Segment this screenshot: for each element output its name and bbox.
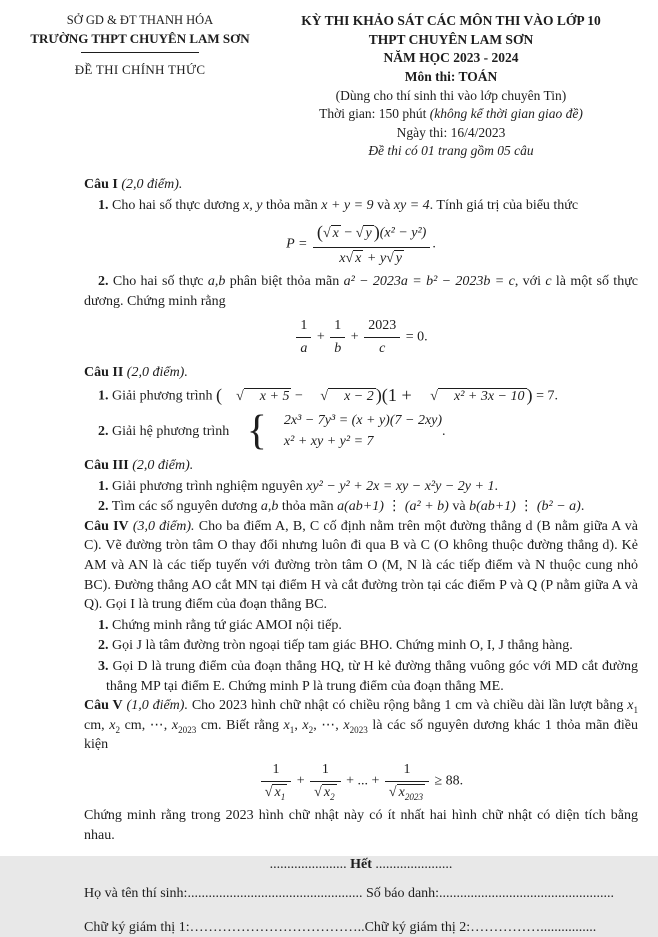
fraction: [364, 316, 400, 358]
fraction-denominator: [385, 782, 429, 803]
exam-title: KỲ THI KHẢO SÁT CÁC MÔN THI VÀO LỚP 10: [301, 13, 601, 28]
question-3-item-2: [84, 497, 638, 517]
radicand: x: [355, 250, 362, 266]
paren: ): [526, 385, 533, 406]
paren: (: [216, 385, 223, 406]
radical: [416, 389, 526, 404]
candidate-name-line: [84, 884, 638, 904]
question-4-item-2: [84, 636, 638, 656]
text-run: Giải phương trình: [108, 388, 217, 404]
question-number: Câu II: [84, 364, 124, 380]
math-run: x: [302, 717, 309, 733]
sqrt-sign: √: [355, 225, 364, 241]
fraction-numerator: 2023: [364, 316, 400, 338]
radical: [323, 226, 341, 241]
item-number: 2.: [98, 499, 109, 515]
text-run: Cho ba điểm A, B, C cố định nằm trên một đường thẳng d (B nằm giữa A và C). Vẽ đường tròn tâm O thay đổi nhưng luôn đi qua B và C (O không thuộc đường thẳng d). Kẻ AM và AN là các tiếp tuyến với đường tròn tâm O (M, N là các tiếp điểm và N thuộc cung nhỏ BC). Đường thẳng AO cắt MN tại điểm H và cắt đường tròn tại các điểm P và Q (P nằm giữa A và Q). Gọi I là trung điểm của đoạn thẳng BC.: [84, 518, 638, 613]
issuing-authority-block: [26, 12, 254, 161]
candidate-name-label: Họ và tên thí sinh:: [84, 885, 188, 901]
page-count-note: Đề thi có 01 trang gồm 05 câu: [368, 143, 534, 159]
text-run: Chứng minh rằng trong 2023 hình chữ nhật này có ít nhất hai hình chữ nhật có diện tích bằng nhau.: [84, 808, 638, 843]
text-run: là các số nguyên dương khác 1 thỏa mãn điều kiện: [84, 717, 639, 753]
fill-in-dots: ……………................: [470, 919, 597, 935]
fraction-numerator: 1: [330, 316, 345, 338]
math-run: xy² − y² + 2x = xy − x²y − 2y + 1: [306, 478, 495, 494]
dots: ......................: [269, 857, 347, 873]
operator: −: [340, 225, 356, 241]
math-run: a² − 2023a = b² − 2023b = c: [343, 274, 515, 290]
text-run: Cho hai số thực: [108, 274, 208, 290]
fraction-numerator: 1: [310, 760, 340, 782]
system-brace: {: [246, 408, 267, 455]
system-equation-2: x² + xy + y² = 7: [283, 434, 374, 450]
question-points: (2,0 điểm).: [126, 364, 188, 380]
duration-line: [254, 105, 648, 124]
inequality-rhs: ≥ 88.: [434, 773, 464, 789]
period: .: [432, 236, 436, 252]
fraction: [310, 760, 340, 802]
sqrt-sign: √: [264, 784, 273, 800]
fraction: [313, 220, 430, 268]
question-number: Câu V: [84, 698, 123, 714]
text-run: Gọi J là tâm đường tròn ngoại tiếp tam giác BHO. Chứng minh O, I, J thẳng hàng.: [108, 638, 573, 654]
question-4-intro: [84, 517, 638, 615]
ellipsis: + ... +: [346, 773, 380, 789]
text-run: và: [448, 499, 470, 515]
department-name: SỞ GD & ĐT THANH HÓA: [66, 13, 214, 27]
duration-text: Thời gian: 150 phút: [319, 106, 430, 122]
math-run: )(1 +: [375, 385, 417, 406]
math-run: a,b: [207, 274, 226, 290]
subscript: 2: [308, 724, 314, 735]
candidate-id-label: Số báo danh:: [362, 885, 440, 901]
radical: [272, 785, 287, 800]
operator: +: [316, 329, 325, 345]
question-4-item-1: [84, 616, 638, 636]
question-5-outro: [84, 806, 638, 845]
text-run: Chứng minh rằng tứ giác AMOI nội tiếp.: [108, 617, 342, 633]
radical: [386, 251, 404, 266]
math-run: x: [109, 717, 116, 733]
fraction-denominator: b: [334, 341, 342, 357]
period: .: [442, 423, 446, 439]
text-run: Tìm các số nguyên dương: [108, 499, 261, 515]
formula-p: [84, 220, 638, 268]
radicand: y: [395, 250, 402, 266]
question-2-heading: [84, 363, 638, 383]
operator: +: [296, 773, 305, 789]
math-run: x: [343, 717, 350, 733]
radicand: [272, 784, 287, 801]
math-run: b(ab+1) ⋮ (b² − a): [469, 499, 581, 515]
exam-title-block: [254, 12, 652, 161]
formula-sum-zero: [84, 316, 638, 358]
math-run: x: [339, 250, 346, 266]
radicand: x − 2: [328, 388, 376, 405]
math-run: xy = 4: [393, 197, 430, 213]
sqrt-sign: √: [314, 784, 322, 800]
paren: (: [316, 222, 323, 243]
school-year: NĂM HỌC 2023 - 2024: [383, 50, 519, 66]
question-points: (3,0 điểm).: [132, 518, 195, 534]
item-number: 2.: [98, 274, 109, 290]
sqrt-sign: √: [320, 388, 329, 404]
item-number: 1.: [98, 478, 109, 494]
question-3-heading: [84, 456, 638, 476]
math-run: x, y: [243, 197, 263, 213]
subscript: 1: [280, 791, 286, 802]
subscript: 2023: [349, 724, 368, 735]
text-run: , với: [514, 274, 546, 290]
exam-date: Ngày thi: 16/4/2023: [396, 124, 506, 140]
text-run: cm,: [84, 717, 110, 733]
end-label: Hết: [350, 857, 372, 873]
radical: [322, 785, 337, 800]
system-rows: [270, 410, 442, 453]
fraction-numerator: 1: [385, 760, 429, 782]
inequality-sum: [84, 760, 638, 802]
question-3-item-1: [84, 477, 638, 497]
radicand: x: [332, 225, 339, 241]
subject-line: Môn thi: TOÁN: [404, 68, 498, 84]
math-run: x: [323, 784, 331, 800]
item-number: 1.: [98, 197, 109, 213]
question-1-item-1: [84, 196, 638, 216]
radical: [356, 226, 374, 241]
question-number: Câu I: [84, 177, 118, 192]
fraction-numerator: 1: [261, 760, 291, 782]
question-1-heading: [84, 175, 638, 195]
fraction-denominator: [313, 248, 430, 269]
text-run: , ⋯,: [313, 717, 344, 733]
fraction: [296, 316, 311, 358]
end-divider: [84, 855, 638, 875]
math-run: (x² − y²): [379, 225, 427, 241]
item-number: 3.: [98, 659, 109, 675]
subscript: 2023: [178, 724, 197, 735]
fraction-numerator: [313, 220, 430, 247]
sqrt-sign: √: [386, 250, 394, 266]
fill-in-dots: ..................................................: [187, 885, 363, 901]
sqrt-sign: √: [388, 784, 397, 800]
math-run: + y: [363, 250, 387, 266]
subscript: 1: [633, 705, 638, 716]
subscript: 1: [289, 724, 295, 735]
question-5-intro: [84, 696, 638, 755]
text-run: ,: [294, 717, 303, 733]
text-run: cm, ⋯,: [119, 717, 172, 733]
document-header: [0, 0, 658, 161]
official-exam-label: ĐỀ THI CHÍNH THỨC: [74, 61, 206, 77]
period: .: [580, 499, 585, 515]
period: .: [494, 478, 498, 494]
math-run: x: [171, 717, 179, 733]
text-run: là một số thực dương. Chứng minh rằng: [84, 274, 638, 309]
question-points: (1,0 điểm).: [126, 698, 188, 714]
fraction: [261, 760, 291, 802]
radical: [397, 785, 425, 800]
text-run: thỏa mãn: [278, 499, 338, 515]
proctor-2-label: Chữ ký giám thị 2:: [364, 919, 471, 935]
radicand: [397, 784, 425, 801]
equation-rhs: = 0.: [405, 329, 428, 345]
sqrt-sign: √: [236, 388, 244, 404]
question-1-item-2: [84, 272, 638, 311]
formula-lhs: P =: [286, 236, 308, 252]
fraction: [385, 760, 429, 802]
audience-note: (Dùng cho thí sinh thi vào lớp chuyên Tin): [335, 87, 567, 103]
sqrt-sign: √: [345, 250, 354, 266]
math-run: x: [627, 698, 634, 714]
text-run: Giải hệ phương trình: [108, 423, 233, 439]
item-number: 1.: [98, 617, 109, 633]
fraction: [330, 316, 345, 358]
question-2-item-2: [84, 410, 638, 453]
paren: ): [373, 222, 380, 243]
text-run: Giải phương trình nghiệm nguyên: [108, 478, 307, 494]
operator: +: [350, 329, 359, 345]
math-run: x + y = 9: [321, 197, 374, 213]
sqrt-sign: √: [322, 225, 331, 241]
proctor-signature-line: [84, 918, 638, 937]
question-points: (2,0 điểm).: [121, 177, 183, 192]
text-run: cm. Biết rằng: [196, 717, 284, 733]
fill-in-dots: ..................................................: [439, 885, 615, 901]
exam-school: THPT CHUYÊN LAM SƠN: [368, 31, 534, 47]
system-equation-1: 2x³ − 7y³ = (x + y)(7 − 2xy): [283, 412, 443, 428]
text-run: và: [373, 197, 394, 213]
math-run: a,b: [260, 499, 279, 515]
radical: [306, 389, 375, 404]
question-number: Câu IV: [84, 518, 129, 534]
fraction-numerator: 1: [296, 316, 311, 338]
text-run: . Tính giá trị của biểu thức: [429, 197, 579, 213]
radicand: x + 5: [244, 388, 292, 405]
text-run: Cho 2023 hình chữ nhật có chiều rộng bằng 1 cm và chiều dài lần lượt bằng: [187, 698, 628, 714]
item-number: 2.: [98, 638, 109, 654]
subscript: 2: [330, 791, 335, 802]
text-run: phân biệt thỏa mãn: [225, 274, 344, 290]
question-number: Câu III: [84, 458, 129, 474]
item-number: 1.: [98, 388, 109, 404]
math-run: x: [398, 784, 405, 800]
question-points: (2,0 điểm).: [132, 458, 194, 474]
math-run: x: [283, 717, 290, 733]
fraction-denominator: a: [300, 341, 308, 357]
duration-note: (không kể thời gian giao đề): [429, 106, 583, 122]
dots: ......................: [375, 857, 453, 873]
fill-in-dots: ………………………………..: [189, 919, 365, 935]
proctor-1-label: Chữ ký giám thị 1:: [84, 919, 190, 935]
fraction-denominator: [261, 782, 291, 803]
fraction-denominator: [310, 782, 340, 803]
radicand: y: [365, 225, 372, 241]
header-divider: [81, 52, 199, 53]
question-4-item-3: [84, 657, 638, 696]
equation-system: [233, 410, 442, 453]
math-run: x: [274, 784, 281, 800]
school-name: TRƯỜNG THPT CHUYÊN LAM SƠN: [30, 30, 250, 46]
radical: [222, 389, 291, 404]
subscript: 2023: [404, 791, 423, 802]
text-run: Gọi D là trung điểm của đoạn thẳng HQ, từ H kẻ đường thẳng vuông góc với MD cắt đường thẳng MP tại điểm E. Chứng minh P là trung điểm của đoạn thẳng ME.: [106, 659, 638, 694]
operator: −: [291, 388, 307, 404]
radicand: x² + 3x − 10: [438, 388, 527, 405]
math-run: c: [545, 274, 552, 290]
sqrt-sign: √: [430, 388, 438, 404]
question-2-item-1: [84, 383, 638, 408]
math-run: a(ab+1) ⋮ (a² + b): [337, 499, 449, 515]
equation-rhs: = 7.: [532, 388, 558, 404]
text-run: Cho hai số thực dương: [108, 197, 244, 213]
text-run: thỏa mãn: [262, 197, 322, 213]
item-number: 2.: [98, 423, 109, 439]
radicand: [322, 784, 337, 801]
subscript: 2: [115, 724, 120, 735]
fraction-denominator: c: [379, 341, 386, 357]
radical: [345, 251, 363, 266]
exam-body: [84, 175, 638, 937]
